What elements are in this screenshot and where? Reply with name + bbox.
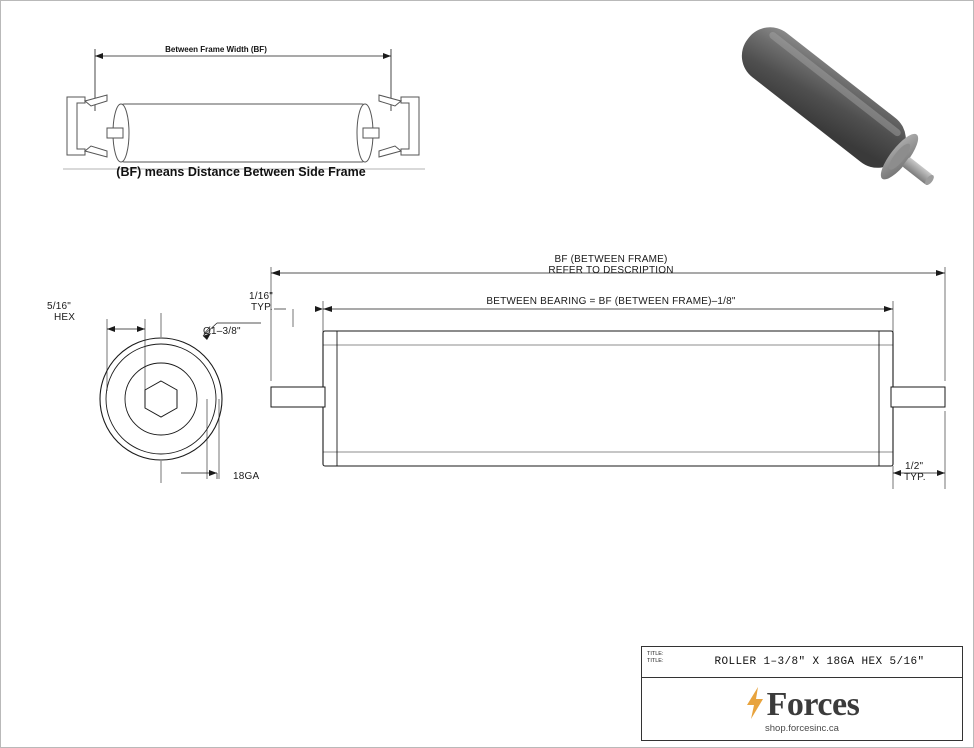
dim-bf-overall-line1: BF (BETWEEN FRAME) — [554, 254, 668, 265]
logo-url: shop.forcesinc.ca — [765, 722, 839, 734]
dim-right-shaft-line2: TYP. — [904, 472, 926, 483]
title-block-label: TITLE: TITLE: — [647, 651, 664, 664]
dim-bf-overall-line2: REFER TO DESCRIPTION — [548, 265, 674, 276]
dim-left-gap-line1: 1/16" — [249, 291, 274, 302]
roller-3d-render — [701, 15, 953, 185]
title-block — [641, 646, 963, 741]
dim-diameter: Ø1–3/8" — [203, 326, 241, 337]
dim-right-shaft-line1: 1/2" — [905, 461, 924, 472]
dim-between-bearing: BETWEEN BEARING = BF (BETWEEN FRAME)–1/8" — [486, 296, 736, 307]
dim-hex-line2: HEX — [54, 312, 76, 323]
logo-text: Forces — [766, 686, 860, 723]
dim-hex-line1: 5/16" — [47, 301, 72, 312]
company-logo — [642, 678, 962, 741]
main-roller-drawing — [31, 241, 961, 521]
dim-gauge: 18GA — [233, 471, 260, 482]
frame-illustration-caption: (BF) means Distance Between Side Frame — [116, 165, 366, 179]
lightning-bolt-icon — [745, 686, 765, 725]
drawing-title: ROLLER 1–3/8" X 18GA HEX 5/16" — [714, 656, 925, 668]
frame-illustration-title: Between Frame Width (BF) — [165, 45, 267, 54]
dim-left-gap-line2: TYP. — [251, 302, 273, 313]
